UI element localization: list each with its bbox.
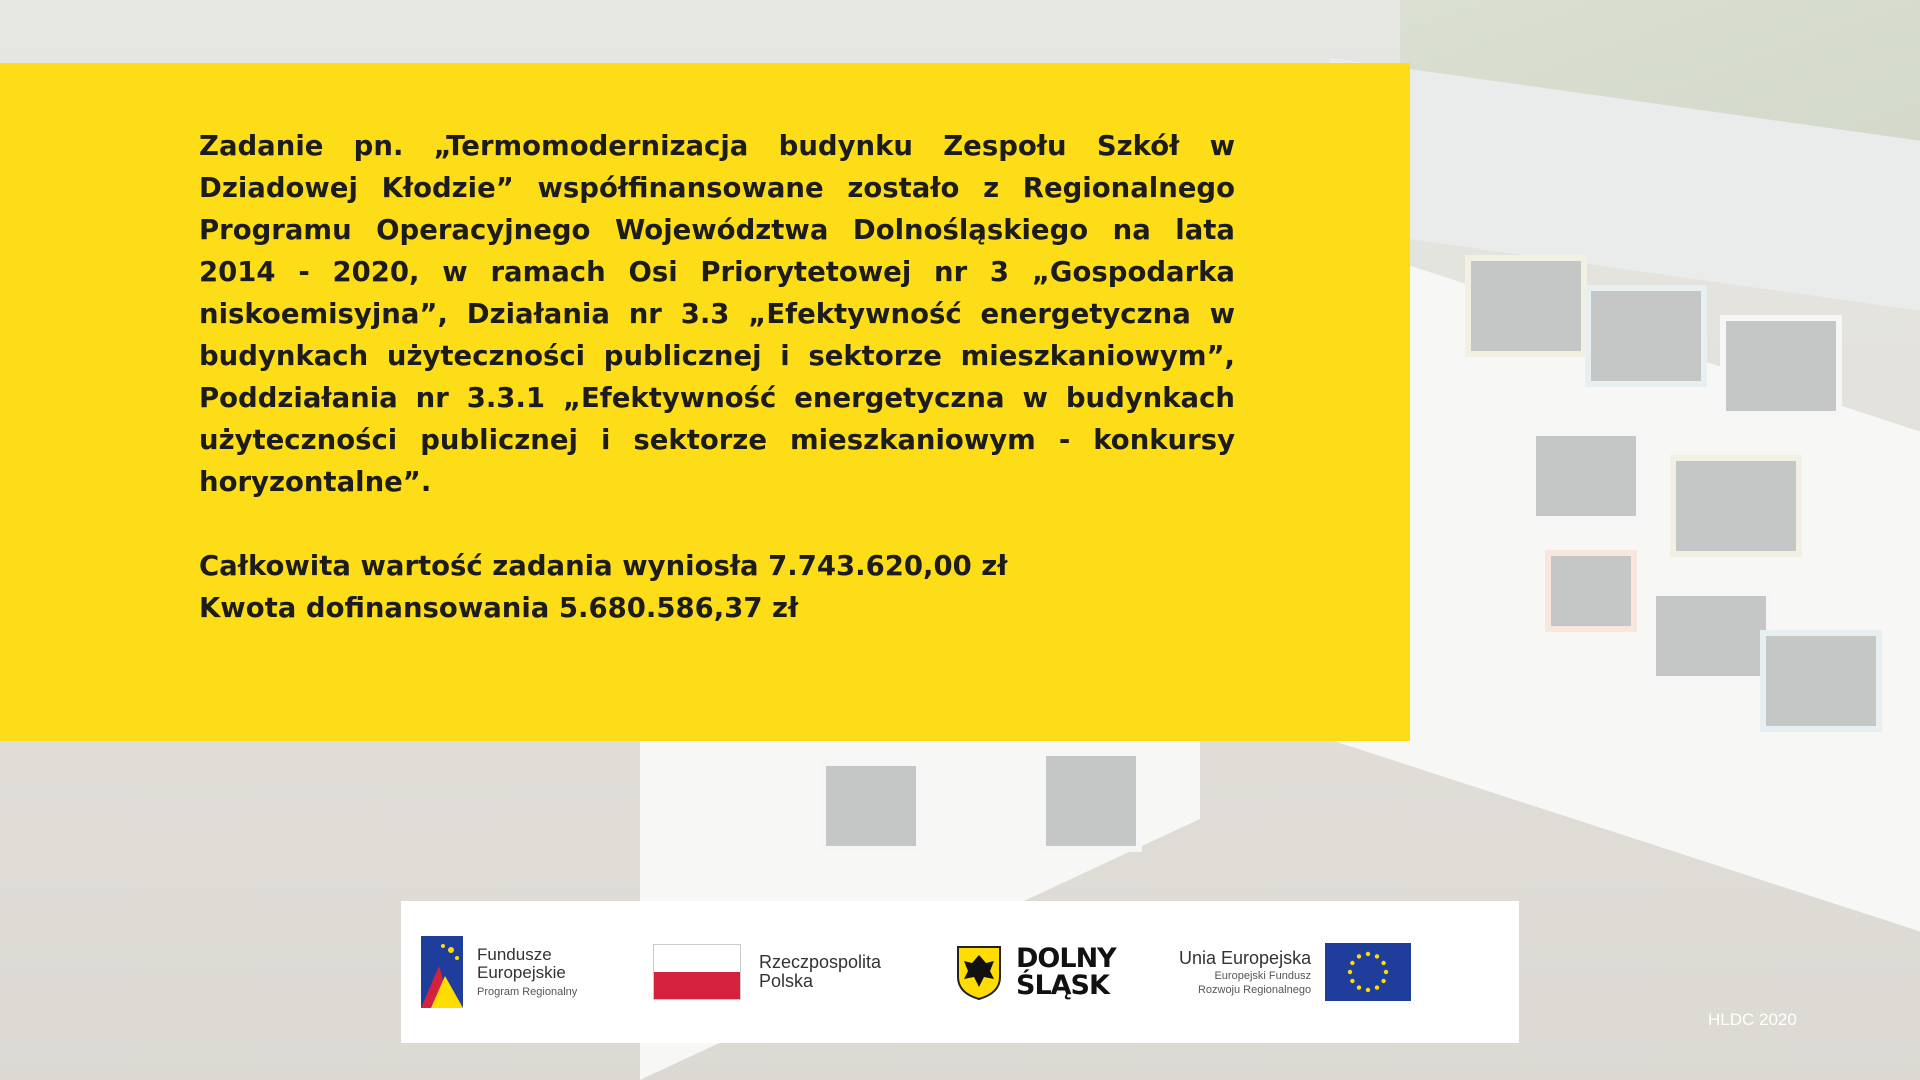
funding-amount: Kwota dofinansowania 5.680.586,37 zł xyxy=(199,592,799,624)
rp-line2: Polska xyxy=(759,971,814,991)
fundusze-europejskie-logo xyxy=(421,901,577,1043)
ds-line2: ŚLĄSK xyxy=(1016,970,1109,1001)
fe-line2: Europejskie xyxy=(477,963,566,982)
rp-line1: Rzeczpospolita xyxy=(759,952,882,972)
polish-flag-icon xyxy=(653,944,741,1000)
project-description: Zadanie pn. „Termomodernizacja budynku Zespołu Szkół w Dziadowej Kłodzie” współfinansowane zostało z Regionalnego Programu Operacyjnego Województwa Dolnośląskiego na lata 2014 - 2020, w ramach Osi Priorytetowej nr 3 „Gospodarka niskoemisyjna”, Działania nr 3.3 „Efektywność energetyczna w budynkach użyteczności publicznej i sektorze mieszkaniowym”, Poddziałania nr 3.3.1 „Efektywność energetyczna w budynkach użyteczności publicznej i sektorze mieszkaniowym - konkursy horyzontalne”. xyxy=(199,130,1235,498)
ue-title: Unia Europejska xyxy=(1179,947,1312,968)
eagle-crest-icon xyxy=(954,943,1004,1001)
total-value: Całkowita wartość zadania wyniosła 7.743.620,00 zł xyxy=(199,550,1008,582)
eu-flag-icon xyxy=(1325,943,1411,1001)
ds-line1: DOLNY xyxy=(1016,943,1116,974)
fundusze-europejskie-icon xyxy=(421,936,463,1008)
logo-bar xyxy=(401,901,1519,1043)
info-panel xyxy=(0,63,1410,741)
panel-text xyxy=(199,125,1235,629)
unia-europejska-logo xyxy=(1179,901,1411,1043)
ue-sub1: Europejski Fundusz xyxy=(1214,969,1312,982)
fe-sub: Program Regionalny xyxy=(477,986,578,998)
dolny-slask-logo xyxy=(954,901,1116,1043)
rzeczpospolita-polska-logo xyxy=(653,901,881,1043)
credit-label: HLDC 2020 xyxy=(1708,1010,1797,1029)
fe-line1: Fundusze xyxy=(477,945,552,964)
ue-sub2: Rozwoju Regionalnego xyxy=(1197,983,1312,996)
